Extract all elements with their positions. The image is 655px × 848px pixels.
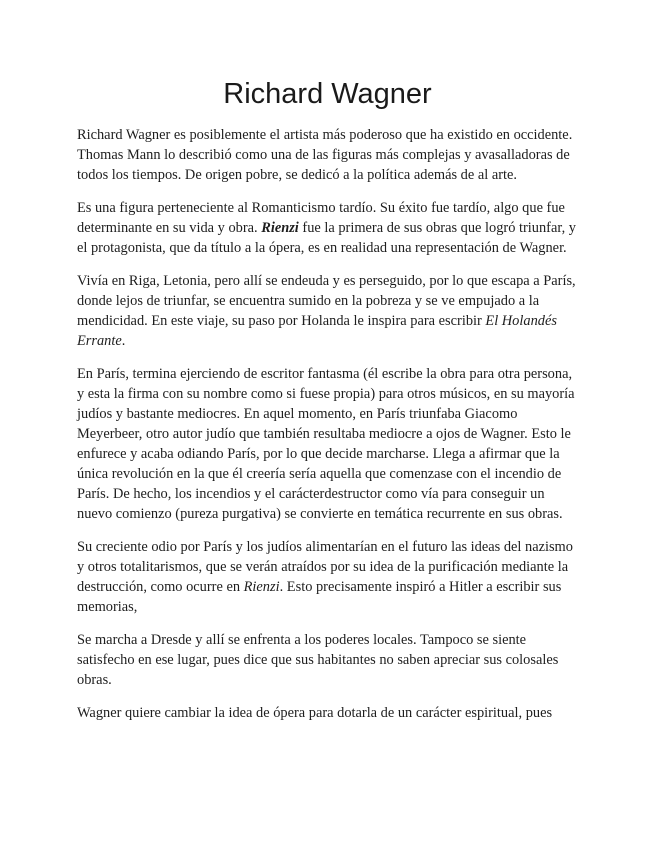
paragraph [77, 125, 579, 185]
text-run: . [121, 333, 126, 349]
document-title: Richard Wagner [223, 78, 432, 110]
text-run: Wagner quiere cambiar la idea de ópera para dotarla de un carácter espiritual, pues [77, 705, 553, 721]
paragraph [77, 537, 579, 617]
emphasized-text: Rienzi [261, 220, 299, 236]
text-run: Vivía en Riga, Letonia, pero allí se endeuda y es perseguido, por lo que escapa a París, donde lejos de triunfar, se encuentra sumido en la pobreza y se ve empujado a la mendicidad. En este viaje, su paso por Holanda le inspira para escribir [77, 273, 576, 329]
document-body [77, 125, 579, 736]
text-run: Su creciente odio por París y los judíos alimentarían en el futuro las ideas del nazismo y otros totalitarismos, que se verán atraídos por su idea de la purificación mediante la destrucción, como ocurre en [77, 539, 573, 595]
emphasized-text: Rienzi [243, 579, 280, 595]
text-run: fue la primera de sus obras que logró triunfar, y el protagonista, que da título a la ópera, es en realidad una representación de Wagner. [77, 220, 576, 256]
text-run: En París, termina ejerciendo de escritor fantasma (él escribe la obra para otra persona, y esta la firma con su nombre como si fuese propia) para otros músicos, en su mayoría judíos y bastante mediocres. En aquel momento, en París triunfaba Giacomo Meyerbeer, otro autor judío que también resultaba mediocre a ojos de Wagner. Esto le enfurece y acaba odiando París, por lo que decide marcharse. Llega a afirmar que la única revolución en la que él creería sería aquella que comenzase con el incendio de París. De hecho, los incendios y el carácterdestructor como vía para conseguir un nuevo comienzo (pureza purgativa) se convierte en temática recurrente en sus obras. [77, 366, 575, 522]
text-run: Es una figura perteneciente al Romanticismo tardío. Su éxito fue tardío, algo que fue determinante en su vida y obra. [77, 200, 565, 236]
paragraph [77, 364, 579, 524]
paragraph [77, 630, 579, 690]
text-run: Richard Wagner es posiblemente el artista más poderoso que ha existido en occidente. Thomas Mann lo describió como una de las figuras más complejas y avasalladoras de todos los tiempos. De origen pobre, se dedicó a la política además de al arte. [77, 127, 573, 183]
paragraph [77, 703, 579, 723]
text-run: Se marcha a Dresde y allí se enfrenta a los poderes locales. Tampoco se siente satisfecho en ese lugar, pues dice que sus habitantes no saben apreciar sus colosales obras. [77, 632, 559, 688]
paragraph [77, 271, 579, 351]
text-run: . Esto precisamente inspiró a Hitler a escribir sus memorias, [77, 579, 562, 615]
paragraph [77, 198, 579, 258]
emphasized-text: El Holandés Errante [77, 313, 557, 349]
